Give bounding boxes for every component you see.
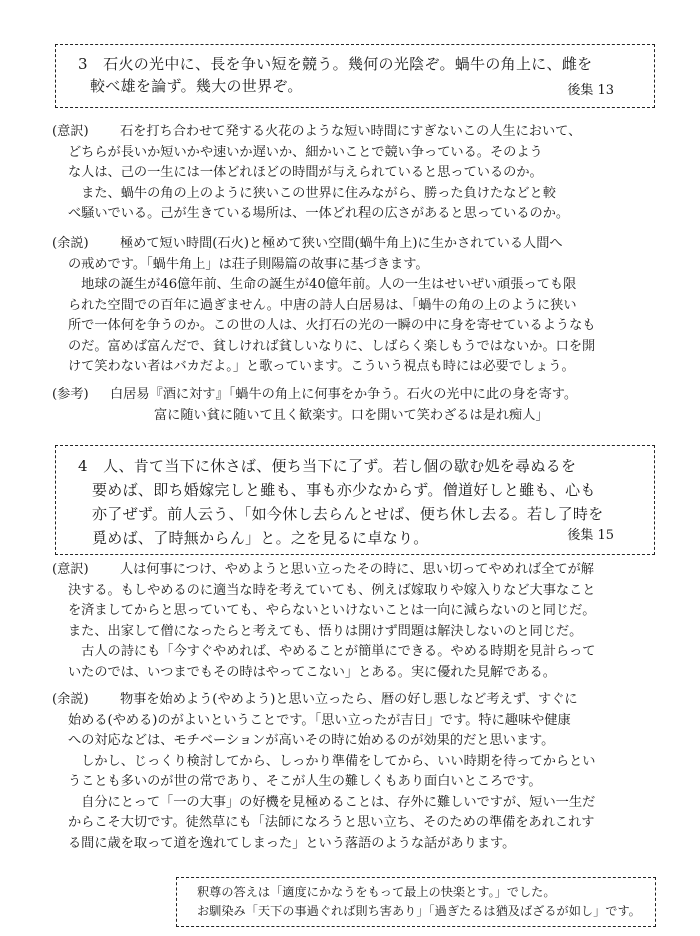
commentary-3-line: 極めて短い時間(石火)と極めて狭い空間(蝸牛角上)に生かされている人間へ (120, 236, 563, 251)
quote-box-4 (55, 445, 655, 555)
commentary-3-line: の戒めです。「蝸牛角上」は荘子則陽篇の故事に基づきます。 (68, 256, 429, 272)
commentary-3-line: 地球の誕生が46億年前、生命の誕生が40億年前。人の一生はせいぜい頑張っても限 (68, 277, 577, 292)
commentary-3-line: のだ。富めば富んだで、貧しければ貧しいなりに、しばらく楽しもうではないか。口を開 (68, 338, 596, 354)
note-line-2: お馴染み「天下の事過ぐれば則ち害あり」「過ぎたるは猶及ばざるが如し」です。 (197, 904, 641, 918)
translation-3-line: べ騒いでいる。己が生きている場所は、一体どれ程の広さがあると思っているのか。 (68, 206, 570, 221)
commentary-4-line: 自分にとって「一の大事」の好機を見極めることは、存外に難しいですが、短い一生だ (68, 794, 596, 810)
source-4: 後集 15 (567, 528, 614, 543)
note-box (176, 877, 656, 927)
commentary-4-line: 物事を始めよう(やめよう)と思い立ったら、暦の好し悪しなど考えず、すぐに (120, 692, 578, 707)
commentary-4-line: うことも多いのが世の常であり、そこが人生の難しくもあり面白いところです。 (68, 774, 542, 789)
translation-4 (52, 560, 664, 683)
reference-3-label: (参考) (52, 387, 89, 402)
commentary-3 (52, 234, 664, 378)
translation-3-label: (意訳) (52, 124, 89, 139)
commentary-3-line: けて笑わない者はバカだよ。」と歌っています。こういう視点も時には必要でしょう。 (68, 359, 575, 374)
commentary-4-line: への対応などは、モチベーションが高いその時に始めるのが効果的だと思います。 (68, 733, 555, 748)
source-3: 後集 13 (567, 83, 614, 98)
translation-3-line: な人は、己の一生には一体どれほどの時間が与えられていると思っているのか。 (68, 165, 543, 180)
quote-4-line: 亦了ぜず。前人云う、「如今休し去らんとせば、便ち休し去る。若し了時を (92, 505, 604, 523)
translation-3-line: また、蝸牛の角の上のように狭いこの世界に住みながら、勝った負けたなどと較 (68, 185, 556, 201)
translation-4-line: を済ましてからと思っていても、やらないといけないことは一向に減らないのと同じだ。 (68, 603, 596, 618)
reference-3-line-2: 富に随い貧に随いて且く歓楽す。口を開いて笑わざるは是れ痴人」 (154, 407, 549, 423)
translation-4-line: いたのでは、いつまでもその時はやってこない」とある。実に優れた見解である。 (68, 664, 556, 680)
quote-4 (78, 454, 604, 550)
translation-3-line: 石を打ち合わせて発する火花のような短い時間にすぎないこの人生において、 (120, 124, 582, 139)
quote-4-line: 要めば、即ち婚嫁完しと雖も、事も亦少なからず。僧道好しと雖も、心も (92, 481, 596, 499)
commentary-3-line: られた空間での百年に過ぎません。中唐の詩人白居易は、「蝸牛の角の上のように狭い (68, 297, 577, 313)
commentary-4-line: 始める(やめる)のがよいということです。「思い立ったが吉日」です。特に趣味や健康 (68, 712, 571, 728)
commentary-4-line: る間に歳を取って道を逸れてしまった」という落語のような話があります。 (68, 835, 516, 851)
translation-4-label: (意訳) (52, 562, 89, 577)
commentary-3-line: 所で一体何を争うのか。この世の人は、火打石の光の一瞬の中に身を寄せているようなも (68, 318, 596, 333)
translation-4-line: 人は何事につけ、やめようと思い立ったその時に、思い切ってやめれば全てが解 (120, 562, 594, 577)
quote-3-line-1: 3 石火の光中に、長を争い短を競う。幾何の光陰ぞ。蝸牛の角上に、雌を (78, 55, 593, 73)
commentary-3-label: (余説) (52, 236, 89, 251)
reference-3 (52, 385, 664, 426)
commentary-4-line: からこそ大切です。徒然草にも「法師になろうと思い立ち、そのための準備をあれこれす (68, 815, 595, 830)
reference-3-line-1: 白居易『酒に対す』「蝸牛の角上に何事をか争う。石火の光中に此の身を寄す。 (110, 387, 578, 402)
quote-4-line: 覓めば、了時無からん」と。之を見るに卓なり。 (92, 529, 429, 547)
quote-4-line: 4 人、肯て当下に休さば、便ち当下に了ず。若し個の歇む処を尋ぬるを (78, 457, 577, 475)
translation-4-line: 決する。もしやめるのに適当な時を考えていても、例えば嫁取りや嫁入りなど大事なこと (68, 582, 596, 598)
translation-3 (52, 122, 664, 225)
quote-3-line-2: 較べ雄を論ず。幾大の世界ぞ。 (90, 77, 303, 95)
commentary-4-label: (余説) (52, 692, 89, 707)
quote-3 (78, 53, 592, 97)
commentary-4 (52, 690, 664, 854)
translation-4-line: 古人の詩にも「今すぐやめれば、やめることが簡単にできる。やめる時期を見計らって (68, 644, 596, 659)
quote-box-3 (55, 44, 655, 108)
note-line-1: 釈尊の答えは「適度にかなうをもって最上の快楽とす。」でした。 (197, 885, 556, 899)
commentary-4-line: しかし、じっくり検討してから、しっかり準備をしてから、いい時期を待ってからとい (68, 753, 596, 769)
translation-4-line: また、出家して僧になったらと考えても、悟りは開けず問題は解決しないのと同じだ。 (68, 623, 583, 639)
translation-3-line: どちらが長いか短いかや速いか遅いか、細かいことで競い争っている。そのよう (68, 144, 543, 160)
